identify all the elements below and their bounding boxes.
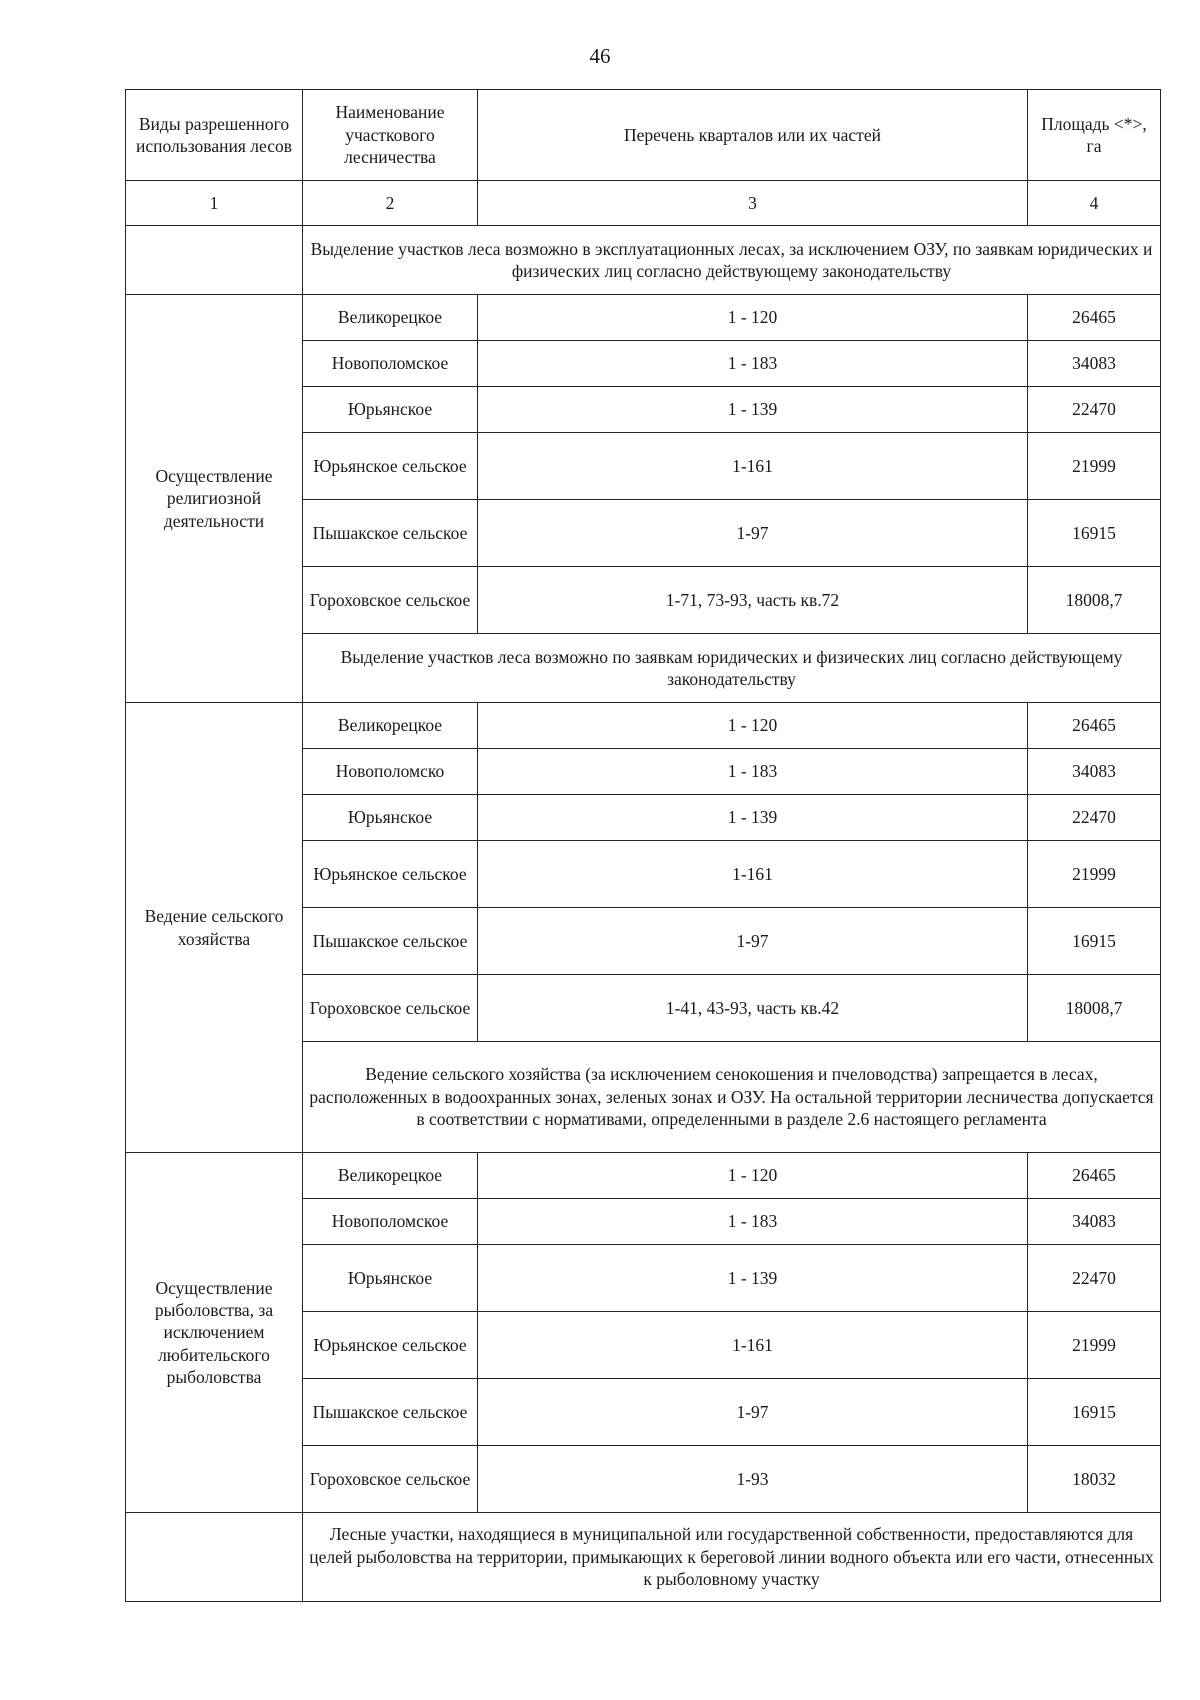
column-number: 2	[303, 181, 478, 226]
area-cell: 21999	[1028, 1312, 1161, 1379]
note-row	[126, 1513, 1161, 1602]
quarters-cell: 1-161	[478, 1312, 1028, 1379]
table-row	[126, 703, 1161, 749]
area-cell: 18032	[1028, 1446, 1161, 1513]
quarters-cell: 1 - 120	[478, 1153, 1028, 1199]
use-type-cell: Осуществление рыболовства, за исключением любительского рыболовства	[126, 1153, 303, 1513]
quarters-cell: 1 - 139	[478, 795, 1028, 841]
quarters-cell: 1 - 183	[478, 341, 1028, 387]
quarters-cell: 1 - 139	[478, 1245, 1028, 1312]
area-cell: 18008,7	[1028, 567, 1161, 634]
forestry-cell: Юрьянское сельское	[303, 1312, 478, 1379]
quarters-cell: 1-97	[478, 908, 1028, 975]
area-cell: 34083	[1028, 341, 1161, 387]
forestry-cell: Пышакское сельское	[303, 1379, 478, 1446]
area-cell: 26465	[1028, 1153, 1161, 1199]
forestry-cell: Новополомское	[303, 341, 478, 387]
forestry-cell: Гороховское сельское	[303, 567, 478, 634]
table-row	[126, 295, 1161, 341]
area-cell: 21999	[1028, 433, 1161, 500]
quarters-cell: 1 - 183	[478, 1199, 1028, 1245]
quarters-cell: 1-71, 73-93, часть кв.72	[478, 567, 1028, 634]
area-cell: 22470	[1028, 1245, 1161, 1312]
area-cell: 16915	[1028, 1379, 1161, 1446]
quarters-cell: 1 - 120	[478, 703, 1028, 749]
quarters-cell: 1 - 139	[478, 387, 1028, 433]
note-text: Лесные участки, находящиеся в муниципальной или государственной собственности, предоставляются для целей рыболовства на территории, примыкающих к береговой линии водного объекта или его части, отнесенных к рыболовному участку	[303, 1513, 1161, 1602]
area-cell: 34083	[1028, 749, 1161, 795]
quarters-cell: 1-97	[478, 1379, 1028, 1446]
note-text: Ведение сельского хозяйства (за исключением сенокошения и пчеловодства) запрещается в лесах, расположенных в водоохранных зонах, зеленых зонах и ОЗУ. На остальной территории лесничества допускается в соответствии с нормативами, определенными в разделе 2.6 настоящего регламента	[303, 1042, 1161, 1153]
forestry-cell: Пышакское сельское	[303, 500, 478, 567]
forestry-cell: Великорецкое	[303, 1153, 478, 1199]
use-type-cell: Ведение сельского хозяйства	[126, 703, 303, 1153]
forestry-cell: Новополомско	[303, 749, 478, 795]
note-text: Выделение участков леса возможно по заявкам юридических и физических лиц согласно действующему законодательству	[303, 634, 1161, 703]
area-cell: 26465	[1028, 703, 1161, 749]
header-quarters: Перечень кварталов или их частей	[478, 90, 1028, 181]
forestry-cell: Юрьянское	[303, 387, 478, 433]
forestry-cell: Гороховское сельское	[303, 975, 478, 1042]
area-cell: 16915	[1028, 908, 1161, 975]
column-number: 3	[478, 181, 1028, 226]
column-number: 1	[126, 181, 303, 226]
quarters-cell: 1 - 120	[478, 295, 1028, 341]
header-area: Площадь <*>, га	[1028, 90, 1161, 181]
page-number: 46	[589, 44, 611, 68]
column-number: 4	[1028, 181, 1161, 226]
forestry-cell: Великорецкое	[303, 295, 478, 341]
forestry-cell: Юрьянское	[303, 1245, 478, 1312]
forestry-cell: Юрьянское	[303, 795, 478, 841]
area-cell: 22470	[1028, 795, 1161, 841]
area-cell: 16915	[1028, 500, 1161, 567]
quarters-cell: 1-161	[478, 433, 1028, 500]
use-type-cell: Осуществление религиозной деятельности	[126, 295, 303, 703]
empty-cell	[126, 1513, 303, 1602]
forestry-cell: Новополомское	[303, 1199, 478, 1245]
area-cell: 21999	[1028, 841, 1161, 908]
forestry-cell: Юрьянское сельское	[303, 433, 478, 500]
quarters-cell: 1-93	[478, 1446, 1028, 1513]
area-cell: 26465	[1028, 295, 1161, 341]
quarters-cell: 1-41, 43-93, часть кв.42	[478, 975, 1028, 1042]
quarters-cell: 1-97	[478, 500, 1028, 567]
forest-use-table	[125, 89, 1161, 1602]
header-row	[126, 90, 1161, 181]
area-cell: 22470	[1028, 387, 1161, 433]
quarters-cell: 1 - 183	[478, 749, 1028, 795]
header-use-type: Виды разрешенного использования лесов	[126, 90, 303, 181]
header-forestry: Наименование участкового лесничества	[303, 90, 478, 181]
forestry-cell: Гороховское сельское	[303, 1446, 478, 1513]
forestry-cell: Юрьянское сельское	[303, 841, 478, 908]
quarters-cell: 1-161	[478, 841, 1028, 908]
note-row	[126, 226, 1161, 295]
area-cell: 34083	[1028, 1199, 1161, 1245]
empty-cell	[126, 226, 303, 295]
column-numbers-row	[126, 181, 1161, 226]
forestry-cell: Пышакское сельское	[303, 908, 478, 975]
note-text: Выделение участков леса возможно в эксплуатационных лесах, за исключением ОЗУ, по заявкам юридических и физических лиц согласно действующему законодательству	[303, 226, 1161, 295]
table-row	[126, 1153, 1161, 1199]
forestry-cell: Великорецкое	[303, 703, 478, 749]
area-cell: 18008,7	[1028, 975, 1161, 1042]
